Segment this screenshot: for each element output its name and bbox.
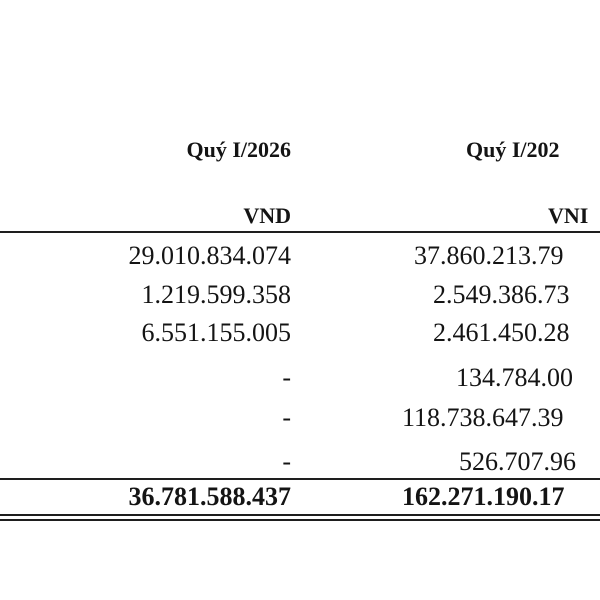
row-4-col-1: -: [282, 363, 291, 392]
column-unit-2: VNI: [548, 203, 589, 228]
header-rule: [0, 231, 600, 233]
total-double-rule-bottom: [0, 519, 600, 521]
column-header-period-1: Quý I/2026: [186, 137, 291, 162]
total-double-rule-top: [0, 514, 600, 516]
row-3-col-1: 6.551.155.005: [141, 318, 291, 347]
row-6-col-2: 526.707.96: [459, 447, 576, 476]
row-4-col-2: 134.784.00: [456, 363, 573, 392]
row-1-col-2: 37.860.213.79: [414, 241, 564, 270]
row-6-col-1: -: [282, 447, 291, 476]
row-5-col-2: 118.738.647.39: [402, 403, 564, 432]
column-unit-1: VND: [243, 203, 291, 228]
row-5-col-1: -: [282, 403, 291, 432]
total-top-rule: [0, 478, 600, 480]
column-header-period-2: Quý I/202: [466, 137, 560, 162]
row-2-col-1: 1.219.599.358: [141, 280, 291, 309]
total-col-1: 36.781.588.437: [128, 482, 291, 511]
row-1-col-1: 29.010.834.074: [128, 241, 291, 270]
total-col-2: 162.271.190.17: [402, 482, 565, 511]
row-2-col-2: 2.549.386.73: [433, 280, 570, 309]
row-3-col-2: 2.461.450.28: [433, 318, 570, 347]
